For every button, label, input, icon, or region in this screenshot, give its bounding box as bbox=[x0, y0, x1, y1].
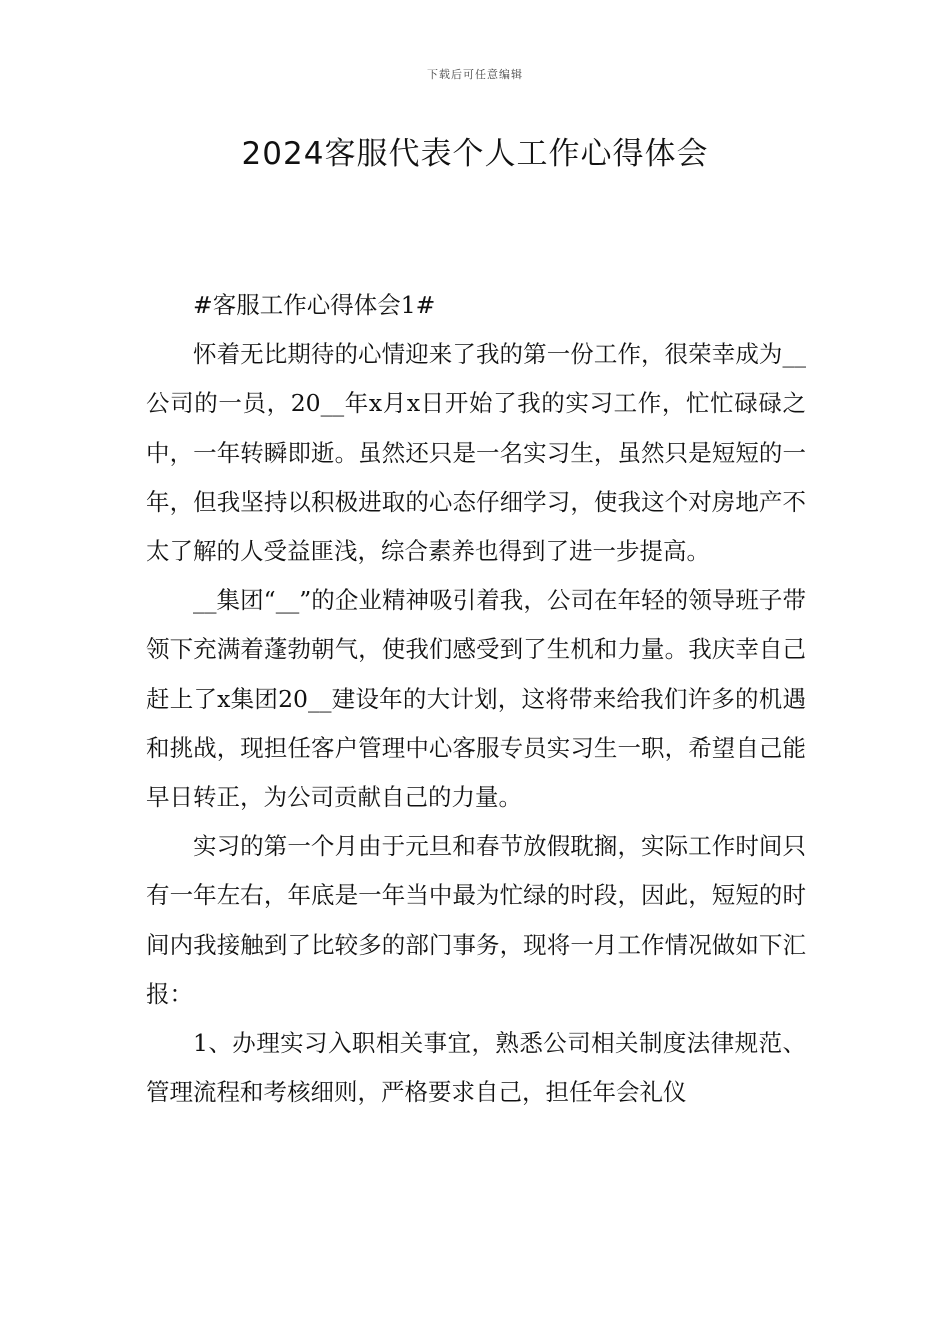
paragraph: 实习的第一个月由于元旦和春节放假耽搁，实际工作时间只有一年左右，年底是一年当中最为忙绿的时段，因此，短短的时间内我接触到了比较多的部门事务，现将一月工作情况做如下汇报： bbox=[146, 832, 806, 1008]
document-body bbox=[146, 281, 806, 1117]
document-title: 2024客服代表个人工作心得体会 bbox=[241, 136, 709, 172]
header-note: 下载后可任意编辑 bbox=[427, 68, 523, 81]
paragraph: __集团“__”的企业精神吸引着我，公司在年轻的领导班子带领下充满着蓬勃朝气，使我们感受到了生机和力量。我庆幸自己赶上了x集团20__建设年的大计划，这将带来给我们许多的机遇和挑战，现担任客户管理中心客服专员实习生一职，希望自己能早日转正，为公司贡献自己的力量。 bbox=[146, 586, 806, 812]
section-heading: #客服工作心得体会1# bbox=[193, 291, 436, 319]
paragraph: 怀着无比期待的心情迎来了我的第一份工作，很荣幸成为__公司的一员，20__年x月x日开始了我的实习工作，忙忙碌碌之中，一年转瞬即逝。虽然还只是一名实习生，虽然只是短短的一年，但我坚持以积极进取的心态仔细学习，使我这个对房地产不太了解的人受益匪浅，综合素养也得到了进一步提高。 bbox=[146, 340, 806, 566]
paragraph: 1、办理实习入职相关事宜，熟悉公司相关制度法律规范、管理流程和考核细则，严格要求自己，担任年会礼仪 bbox=[146, 1029, 806, 1107]
